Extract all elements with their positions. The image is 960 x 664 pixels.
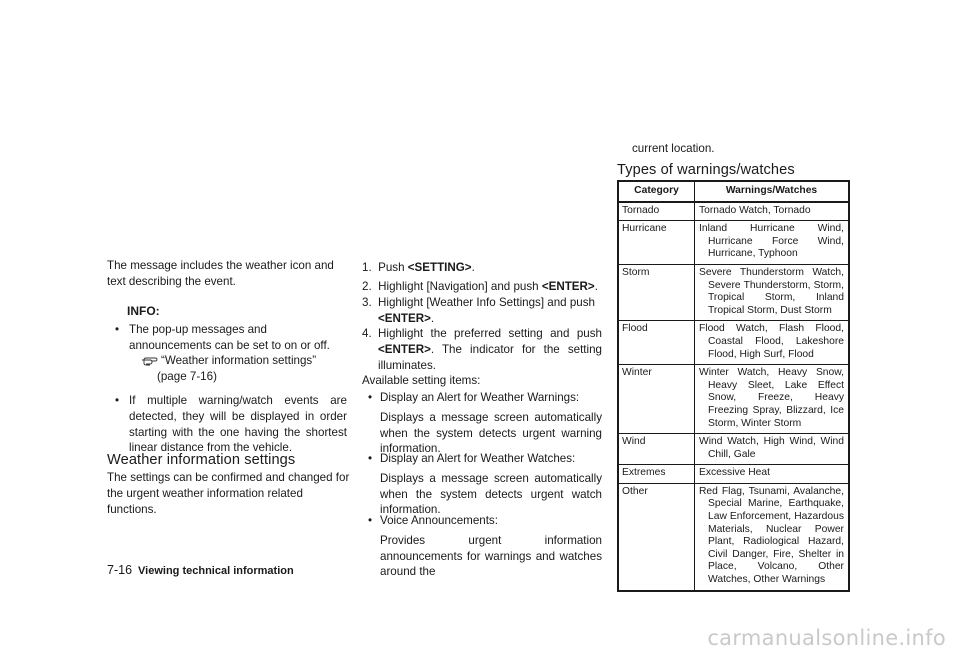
- table-row: [618, 202, 849, 221]
- step-2: [362, 279, 600, 295]
- setting-item-warnings: [368, 390, 602, 457]
- table-row: [618, 465, 849, 484]
- section-title: Viewing technical information: [138, 565, 294, 577]
- page-footer: [107, 563, 294, 577]
- category-cell: Other: [618, 483, 695, 590]
- warnings-cell: Winter Watch, Heavy Snow, Heavy Sleet, Lake Effect Snow, Freeze, Heavy Freezing Spray, Blizzard, Ice Storm, Winter Storm: [695, 365, 850, 434]
- category-cell: Tornado: [618, 202, 695, 221]
- page-number: 7-16: [107, 563, 133, 577]
- info-bullet-1: [115, 322, 347, 354]
- step-1-number: 1.: [362, 261, 372, 274]
- warnings-cell: Inland Hurricane Wind, Hurricane Force Wind, Hurricane, Typhoon: [695, 221, 850, 265]
- warnings-header: Warnings/Watches: [695, 181, 850, 202]
- item-3-title: Voice Announcements:: [380, 514, 498, 527]
- category-cell: Flood: [618, 321, 695, 365]
- table-row: [618, 221, 849, 265]
- table-row: [618, 434, 849, 465]
- setting-key: <SETTING>: [407, 261, 472, 274]
- step-4-number: 4.: [362, 327, 372, 340]
- enter-key: <ENTER>: [541, 280, 595, 293]
- intro-paragraph: The message includes the weather icon and text describing the event.: [107, 259, 334, 288]
- table-row: [618, 264, 849, 320]
- available-items-label: Available setting items:: [362, 374, 481, 387]
- warnings-cell: Tornado Watch, Tornado: [695, 202, 850, 221]
- step-3-post: .: [430, 311, 435, 325]
- category-cell: Hurricane: [618, 221, 695, 265]
- step-3-text: Highlight [Weather Info Settings] and push: [378, 296, 595, 309]
- warnings-types-heading: Types of warnings/watches: [617, 162, 795, 178]
- setting-item-voice: [368, 513, 602, 580]
- step-4-post: . The indicator for the setting illuminates.: [378, 342, 602, 372]
- enter-key: <ENTER>: [378, 342, 431, 356]
- step-1-post: .: [471, 261, 475, 274]
- page-reference[interactable]: [141, 353, 347, 385]
- watermark: carmanualsonline.info: [707, 626, 946, 650]
- settings-paragraph: The settings can be confirmed and changed for the urgent weather information related functions.: [107, 471, 350, 516]
- category-cell: Wind: [618, 434, 695, 465]
- info-bullet-2: [115, 393, 347, 456]
- table-row: [618, 321, 849, 365]
- warnings-cell: Wind Watch, High Wind, Wind Chill, Gale: [695, 434, 850, 465]
- step-4: [362, 326, 602, 373]
- item-2-title: Display an Alert for Weather Watches:: [380, 452, 576, 465]
- category-cell: Storm: [618, 264, 695, 320]
- step-2-post: .: [594, 280, 598, 293]
- step-3: [362, 295, 602, 327]
- category-header: Category: [618, 181, 695, 202]
- item-2-desc: Displays a message screen automatically when the system detects urgent watch information.: [380, 471, 602, 517]
- continued-text: current location.: [632, 142, 715, 155]
- step-3-number: 3.: [362, 296, 372, 309]
- warnings-table: [617, 180, 850, 592]
- weather-settings-heading: Weather information settings: [107, 452, 296, 468]
- step-2-number: 2.: [362, 280, 372, 293]
- bullet-dot: •: [368, 452, 373, 465]
- info-label: INFO:: [127, 304, 160, 318]
- category-cell: Winter: [618, 365, 695, 434]
- item-3-desc: Provides urgent information announcements for warnings and watches around the: [380, 533, 602, 579]
- item-1-desc: Displays a message screen automatically when the system detects urgent warning information.: [380, 410, 602, 456]
- step-4-text: Highlight the preferred setting and push: [378, 327, 602, 340]
- bullet-dot: •: [368, 391, 373, 404]
- bullet-dot: •: [368, 514, 373, 527]
- category-cell: Extremes: [618, 465, 695, 484]
- step-1-text: Push: [378, 261, 408, 274]
- bullet-2-text: If multiple warning/watch events are detected, they will be displayed in order starting with the one having the shortest linear distance from the vehicle.: [129, 394, 347, 455]
- warnings-cell: Excessive Heat: [695, 465, 850, 484]
- table-header-row: [618, 181, 849, 202]
- pointing-hand-icon: [141, 355, 159, 366]
- warnings-cell: Severe Thunderstorm Watch, Severe Thunderstorm, Storm, Tropical Storm, Inland Tropical Storm, Dust Storm: [695, 264, 850, 320]
- bullet-dot: •: [115, 323, 120, 336]
- bullet-dot: •: [115, 394, 120, 407]
- item-1-title: Display an Alert for Weather Warnings:: [380, 391, 580, 404]
- setting-item-watches: [368, 451, 602, 518]
- warnings-cell: Red Flag, Tsunami, Avalanche, Special Marine, Earthquake, Law Enforcement, Hazardous Materials, Nuclear Power Plant, Radiological Hazard, Civil Danger, Fire, Shelter in Place, Volcano, Other Watches, Other Warnings: [695, 483, 850, 590]
- reference-page: (page 7-16): [157, 369, 217, 383]
- table-row: [618, 483, 849, 590]
- step-2-text: Highlight [Navigation] and push: [378, 280, 542, 293]
- step-1: [362, 260, 600, 276]
- table-row: [618, 365, 849, 434]
- reference-title: “Weather information settings”: [161, 354, 317, 367]
- bullet-1-text: The pop-up messages and announcements can be set to on or off.: [129, 323, 330, 352]
- enter-key: <ENTER>: [378, 311, 431, 325]
- warnings-cell: Flood Watch, Flash Flood, Coastal Flood, Lakeshore Flood, High Surf, Flood: [695, 321, 850, 365]
